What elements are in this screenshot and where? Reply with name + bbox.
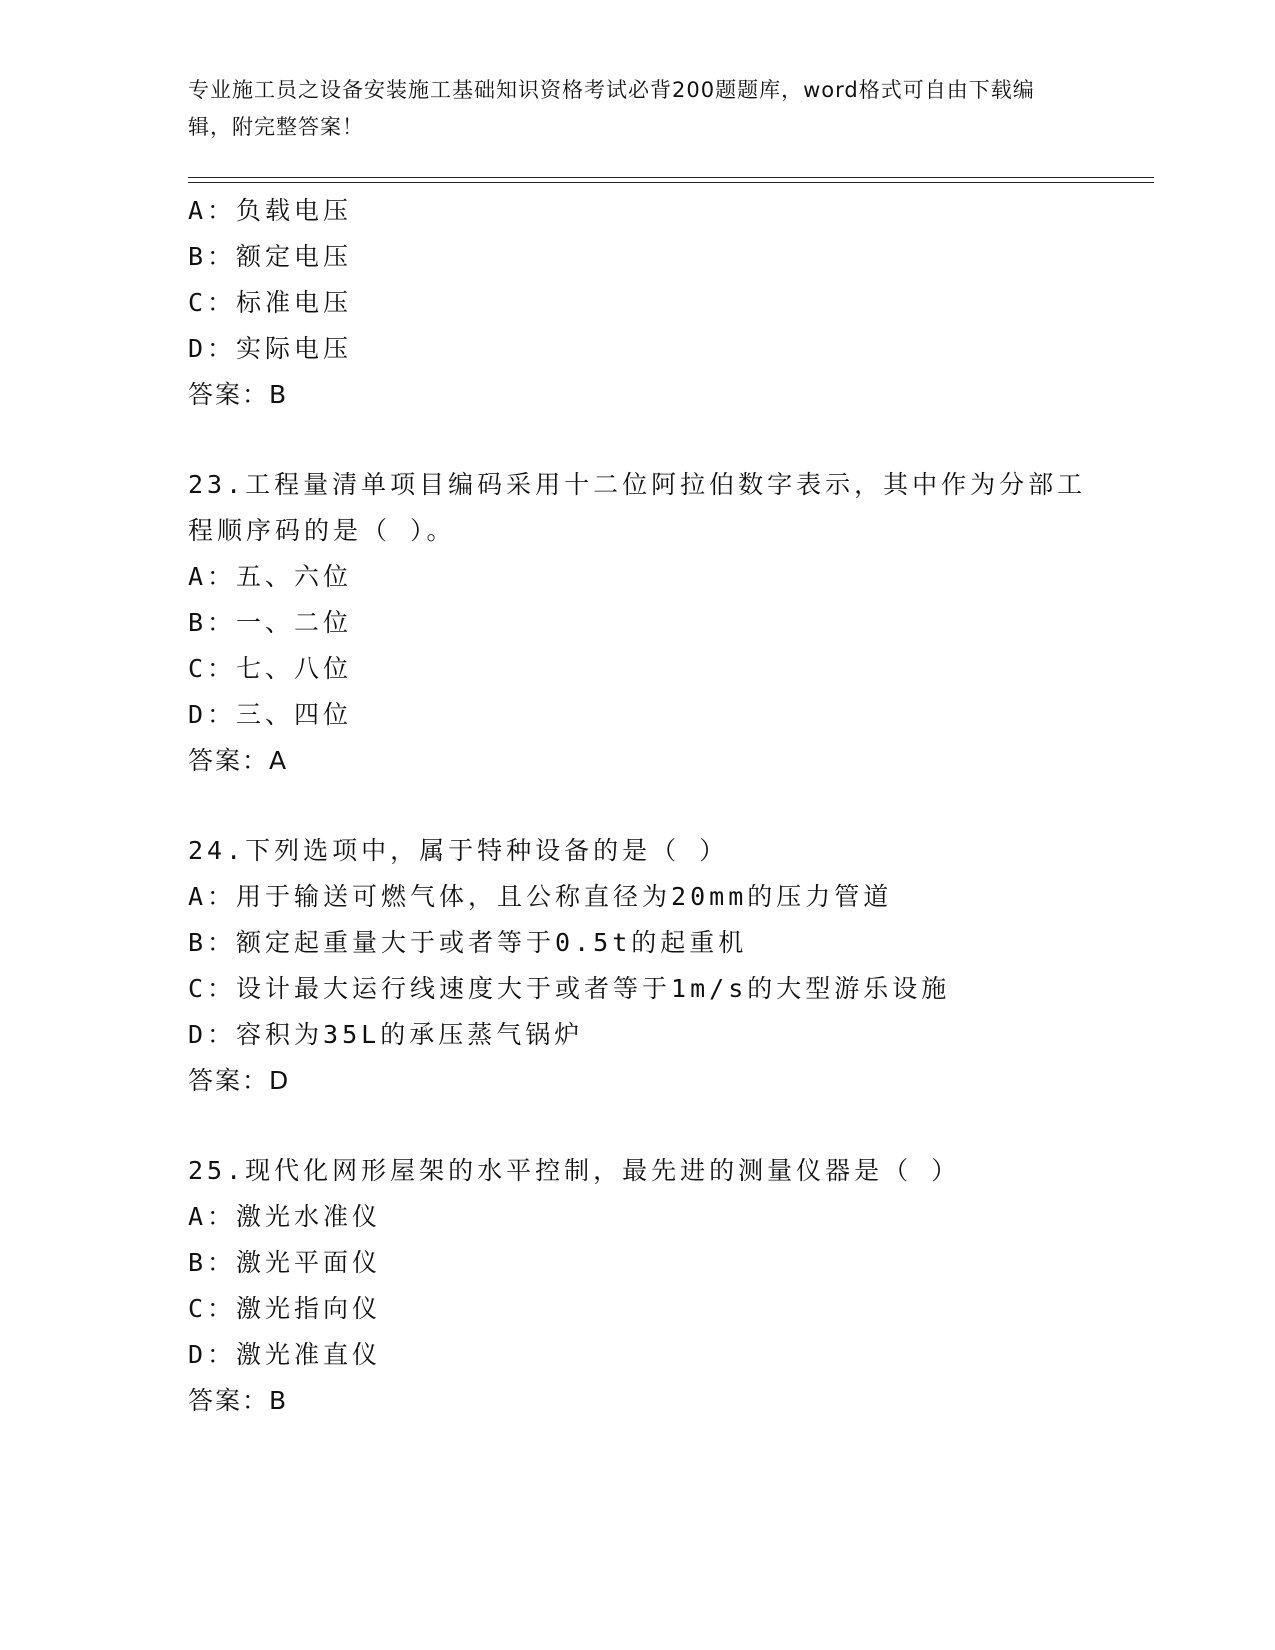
- header-divider-top: [188, 177, 1154, 178]
- option-a: A：用于输送可燃气体，且公称直径为20mm的压力管道: [188, 882, 893, 911]
- option-c: C：激光指向仪: [188, 1294, 382, 1323]
- question-stem: 25.现代化网形屋架的水平控制，最先进的测量仪器是（ ）: [188, 1156, 961, 1185]
- option-b: B：一、二位: [188, 608, 353, 637]
- answer: 答案：B: [188, 380, 289, 409]
- question-stem: 24.下列选项中，属于特种设备的是（ ）: [188, 836, 729, 865]
- question-24: [188, 828, 1108, 1104]
- option-c: C：设计最大运行线速度大于或者等于1m/s的大型游乐设施: [188, 974, 951, 1003]
- question-25: [188, 1148, 1108, 1424]
- question-stem: 23.工程量清单项目编码采用十二位阿拉伯数字表示，其中作为分部工程顺序码的是（ ）。: [188, 470, 1087, 545]
- option-c: C：标准电压: [188, 288, 353, 317]
- option-a: A：激光水准仪: [188, 1202, 382, 1231]
- answer: 答案：B: [188, 1386, 289, 1415]
- option-b: B：额定起重量大于或者等于0.5t的起重机: [188, 928, 748, 957]
- option-d: D：三、四位: [188, 700, 353, 729]
- option-c: C：七、八位: [188, 654, 353, 683]
- question-list: [188, 188, 1108, 1424]
- option-b: B：激光平面仪: [188, 1248, 382, 1277]
- option-a: A：负载电压: [188, 196, 353, 225]
- option-d: D：激光准直仪: [188, 1340, 382, 1369]
- header-divider-bottom: [188, 182, 1154, 183]
- option-b: B：额定电压: [188, 242, 353, 271]
- answer: 答案：D: [188, 1066, 291, 1095]
- question-22: [188, 188, 1108, 418]
- option-d: D：实际电压: [188, 334, 353, 363]
- option-d: D：容积为35L的承压蒸气锅炉: [188, 1020, 584, 1049]
- question-23: [188, 462, 1108, 784]
- option-a: A：五、六位: [188, 562, 353, 591]
- answer: 答案：A: [188, 746, 289, 775]
- document-header: 专业施工员之设备安装施工基础知识资格考试必背200题题库，word格式可自由下载编辑，附完整答案！: [188, 78, 1035, 139]
